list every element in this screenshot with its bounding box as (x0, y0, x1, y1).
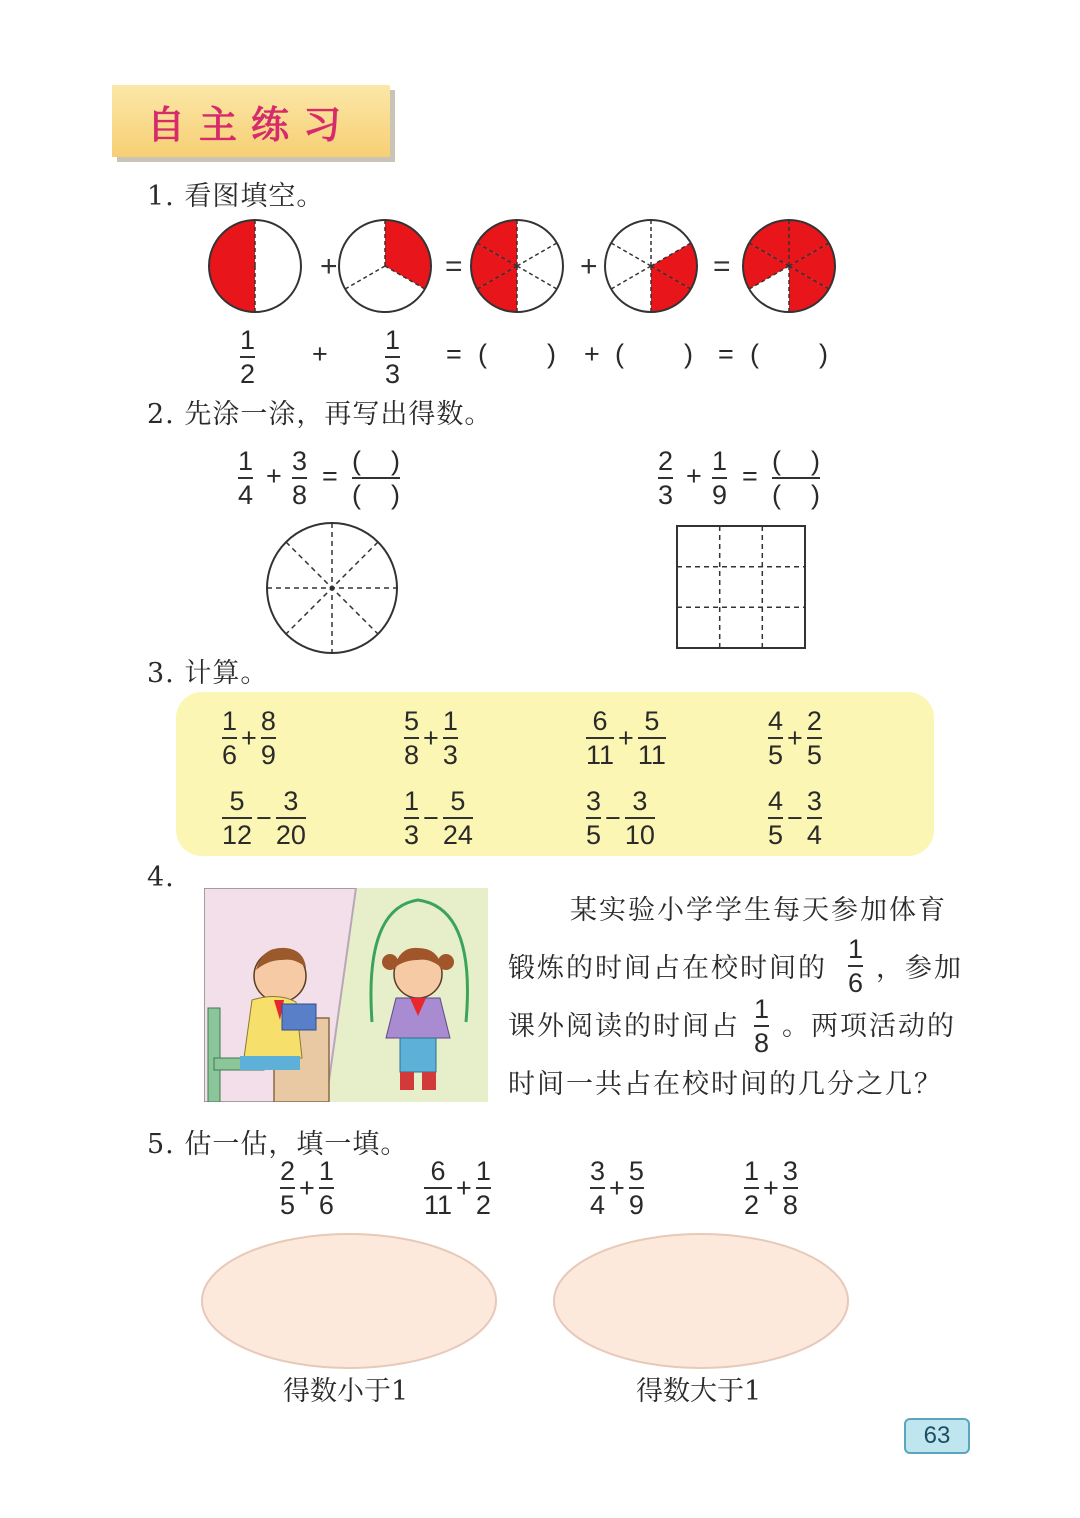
fraction-one-sixth: 1 6 (848, 934, 864, 998)
plus-sign: + (312, 339, 328, 369)
fraction: 3 8 (292, 446, 308, 510)
caption-less-than-one: 得数小于1 (283, 1376, 409, 1407)
answer-blank-2[interactable]: ( ) (615, 339, 693, 369)
equals-sign: = (742, 461, 758, 491)
equals-sign: = (718, 339, 734, 369)
equals-sign: = (446, 339, 462, 369)
fraction-expression (590, 1156, 644, 1220)
fraction: $\frac{1}{3}$ (442, 706, 458, 770)
illustration-boy-reading-girl-jumping-rope (204, 888, 488, 1102)
fraction: $\frac{5}{9}$ (628, 1156, 644, 1220)
operator-sign: + (787, 722, 803, 753)
fraction: $\frac{3}{4}$ (806, 786, 822, 850)
operator-sign: + (241, 722, 257, 753)
shaded-sector (209, 220, 255, 312)
fraction: $\frac{1}{6}$ (318, 1156, 334, 1220)
operator-sign: + (763, 1172, 779, 1203)
fraction-circle (209, 220, 301, 312)
oval-less-than-one[interactable] (200, 1232, 500, 1372)
section-title: 自主练习 (146, 102, 355, 147)
fraction-one-eighth: 1 8 (754, 994, 770, 1058)
fraction-circle (605, 220, 697, 312)
plus-sign: + (580, 250, 598, 283)
fraction: $\frac{3}{4}$ (590, 1156, 606, 1220)
fraction: 2 3 (658, 446, 674, 510)
question-4-label: 4. (147, 862, 175, 893)
operator-sign: − (423, 802, 439, 833)
oval-greater-than-one[interactable] (552, 1232, 852, 1372)
operator-sign: + (456, 1172, 472, 1203)
fraction: $\frac{1}{2}$ (475, 1156, 491, 1220)
fraction-expression (222, 706, 276, 770)
fraction: $\frac{5}{12}$ (222, 786, 253, 850)
fraction: $\frac{5}{24}$ (442, 786, 473, 850)
fraction-expression (222, 786, 306, 850)
fraction-expression (586, 786, 655, 850)
fraction: $\frac{2}{5}$ (806, 706, 822, 770)
fraction-expression (404, 706, 458, 770)
word-problem-line-3b: 。两项活动的 (782, 1011, 956, 1042)
fraction-expression (280, 1156, 334, 1220)
question-3-label: 3. 计算。 (147, 658, 269, 689)
caption-greater-than-one: 得数大于1 (636, 1376, 762, 1407)
answer-blank-1[interactable]: ( ) (478, 339, 556, 369)
fraction-half: 1 2 (240, 325, 256, 389)
fraction: $\frac{1}{6}$ (222, 706, 238, 770)
fraction-circle (339, 220, 431, 312)
operator-sign: + (618, 722, 634, 753)
answer-fraction-blank[interactable]: ( ) ( ) (772, 446, 820, 510)
word-problem-line-4: 时间一共占在校时间的几分之几？ (508, 1069, 943, 1100)
fraction-third: 1 3 (385, 325, 401, 389)
operator-sign: + (299, 1172, 315, 1203)
fraction-circle (743, 220, 835, 312)
fraction-expression (404, 786, 473, 850)
operator-sign: + (609, 1172, 625, 1203)
fraction-circle (471, 220, 563, 312)
fraction: $\frac{5}{8}$ (404, 706, 420, 770)
page-number: 63 (904, 1418, 970, 1454)
plus-sign: + (266, 461, 282, 491)
fraction: $\frac{4}{5}$ (768, 786, 784, 850)
fraction: $\frac{2}{5}$ (280, 1156, 296, 1220)
word-problem-line-1: 某实验小学学生每天参加体育 (570, 895, 947, 926)
fraction: 1 9 (712, 446, 728, 510)
equals-sign: = (445, 250, 463, 283)
eighths-circle[interactable] (262, 520, 402, 660)
equals-sign: = (713, 250, 731, 283)
fraction: $\frac{1}{2}$ (744, 1156, 760, 1220)
equals-sign: = (322, 461, 338, 491)
fraction: $\frac{3}{10}$ (624, 786, 655, 850)
plus-sign: + (584, 339, 600, 369)
plus-sign: + (320, 250, 338, 283)
operator-sign: + (423, 722, 439, 753)
question-1-label: 1. 看图填空。 (147, 181, 325, 212)
fraction: $\frac{3}{5}$ (586, 786, 602, 850)
word-problem-line-2a: 锻炼的时间占在校时间的 (508, 953, 827, 984)
word-problem-line-2b: ，参加 (876, 953, 963, 984)
question-5-label: 5. 估一估，填一填。 (147, 1129, 409, 1160)
answer-blank-3[interactable]: ( ) (750, 339, 828, 369)
plus-sign: + (686, 461, 702, 491)
fraction-circles-diagram (195, 210, 855, 322)
fraction-expression (744, 1156, 798, 1220)
answer-fraction-blank[interactable]: ( ) ( ) (352, 446, 400, 510)
ninths-grid[interactable] (675, 524, 809, 652)
operator-sign: − (787, 802, 803, 833)
fraction: $\frac{5}{11}$ (637, 706, 666, 770)
fraction: $\frac{6}{11}$ (586, 706, 615, 770)
fraction-expression (768, 706, 822, 770)
fraction: $\frac{1}{3}$ (404, 786, 420, 850)
fraction: $\frac{4}{5}$ (768, 706, 784, 770)
fraction: $\frac{6}{11}$ (424, 1156, 453, 1220)
fraction: 1 4 (238, 446, 254, 510)
fraction: $\frac{3}{8}$ (782, 1156, 798, 1220)
fraction: $\frac{8}{9}$ (260, 706, 276, 770)
fraction-expression (768, 786, 822, 850)
operator-sign: − (256, 802, 272, 833)
fraction-expression (586, 706, 666, 770)
operator-sign: − (605, 802, 621, 833)
fraction-expression (424, 1156, 491, 1220)
word-problem-line-3a: 课外阅读的时间占 (508, 1011, 740, 1042)
section-title-banner (112, 85, 390, 157)
fraction: $\frac{3}{20}$ (275, 786, 306, 850)
question-2-label: 2. 先涂一涂，再写出得数。 (147, 399, 493, 430)
